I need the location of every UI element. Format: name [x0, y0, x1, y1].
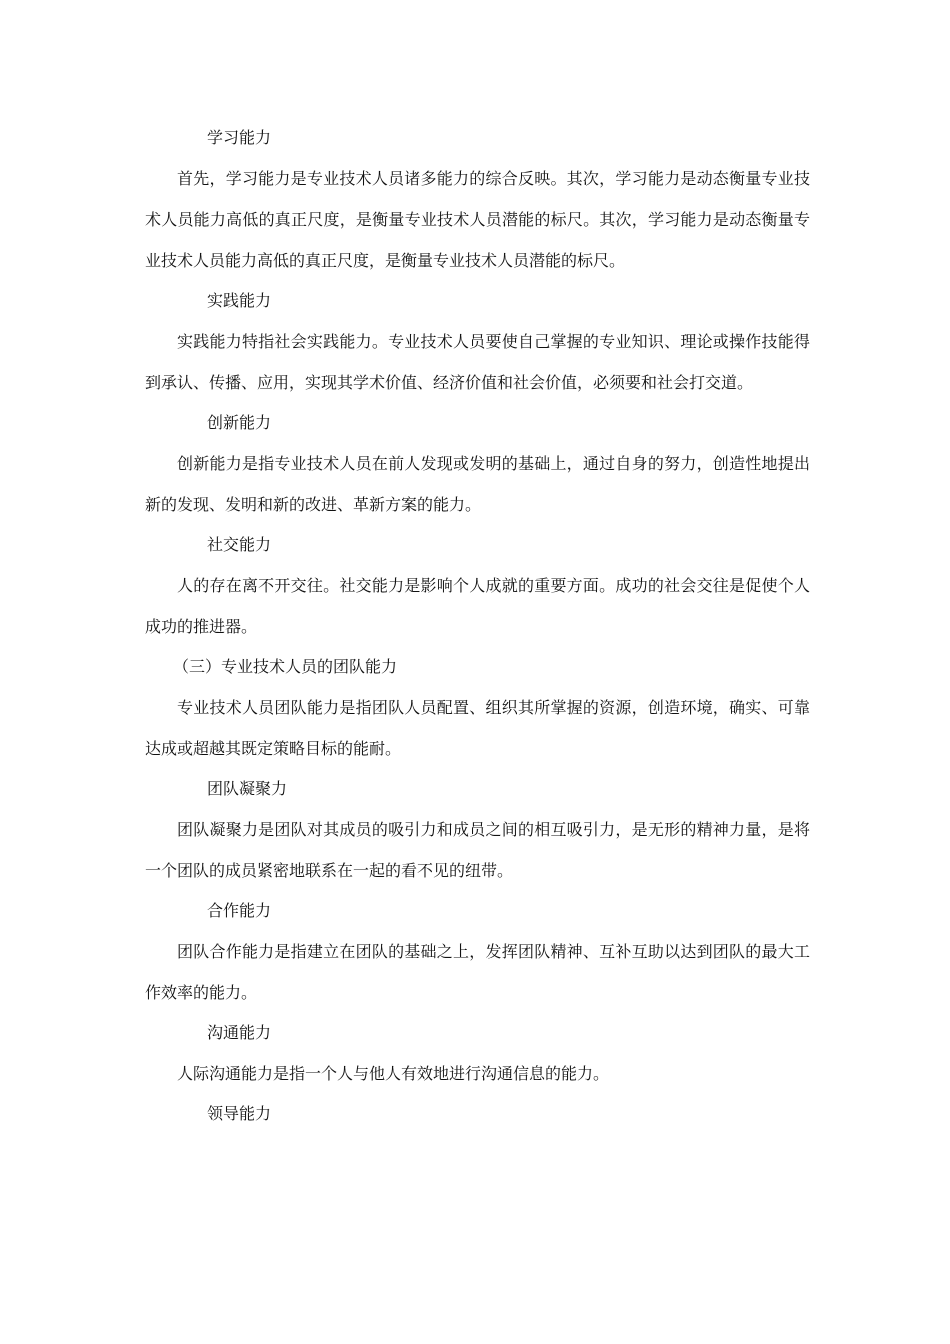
paragraph-team-ability: 专业技术人员团队能力是指团队人员配置、组织其所掌握的资源，创造环境，确实、可靠达成或超越其既定策略目标的能耐。: [145, 698, 810, 758]
heading-leadership-ability: 领导能力: [207, 1104, 272, 1123]
heading-cooperation-ability: 合作能力: [207, 901, 272, 920]
document-body: [145, 118, 810, 1134]
paragraph-practice-ability: 实践能力特指社会实践能力。专业技术人员要使自己掌握的专业知识、理论或操作技能得到承认、传播、应用，实现其学术价值、经济价值和社会价值，必须要和社会打交道。: [145, 332, 810, 392]
section-heading-team-ability: （三）专业技术人员的团队能力: [173, 657, 398, 676]
paragraph-learning-ability: 首先，学习能力是专业技术人员诸多能力的综合反映。其次，学习能力是动态衡量专业技术人员能力高低的真正尺度，是衡量专业技术人员潜能的标尺。其次，学习能力是动态衡量专业技术人员能力高低的真正尺度，是衡量专业技术人员潜能的标尺。: [145, 169, 810, 270]
heading-social-ability: 社交能力: [207, 535, 272, 554]
paragraph-communication-ability: 人际沟通能力是指一个人与他人有效地进行沟通信息的能力。: [177, 1064, 610, 1083]
heading-communication-ability: 沟通能力: [207, 1023, 272, 1042]
heading-team-cohesion: 团队凝聚力: [207, 779, 288, 798]
paragraph-team-cohesion: 团队凝聚力是团队对其成员的吸引力和成员之间的相互吸引力，是无形的精神力量，是将一个团队的成员紧密地联系在一起的看不见的纽带。: [145, 820, 810, 880]
paragraph-innovation-ability: 创新能力是指专业技术人员在前人发现或发明的基础上，通过自身的努力，创造性地提出新的发现、发明和新的改进、革新方案的能力。: [145, 454, 810, 514]
heading-learning-ability: 学习能力: [207, 128, 272, 147]
paragraph-cooperation-ability: 团队合作能力是指建立在团队的基础之上，发挥团队精神、互补互助以达到团队的最大工作效率的能力。: [145, 942, 810, 1002]
paragraph-social-ability: 人的存在离不开交往。社交能力是影响个人成就的重要方面。成功的社会交往是促使个人成功的推进器。: [145, 576, 810, 636]
heading-practice-ability: 实践能力: [207, 291, 272, 310]
heading-innovation-ability: 创新能力: [207, 413, 272, 432]
